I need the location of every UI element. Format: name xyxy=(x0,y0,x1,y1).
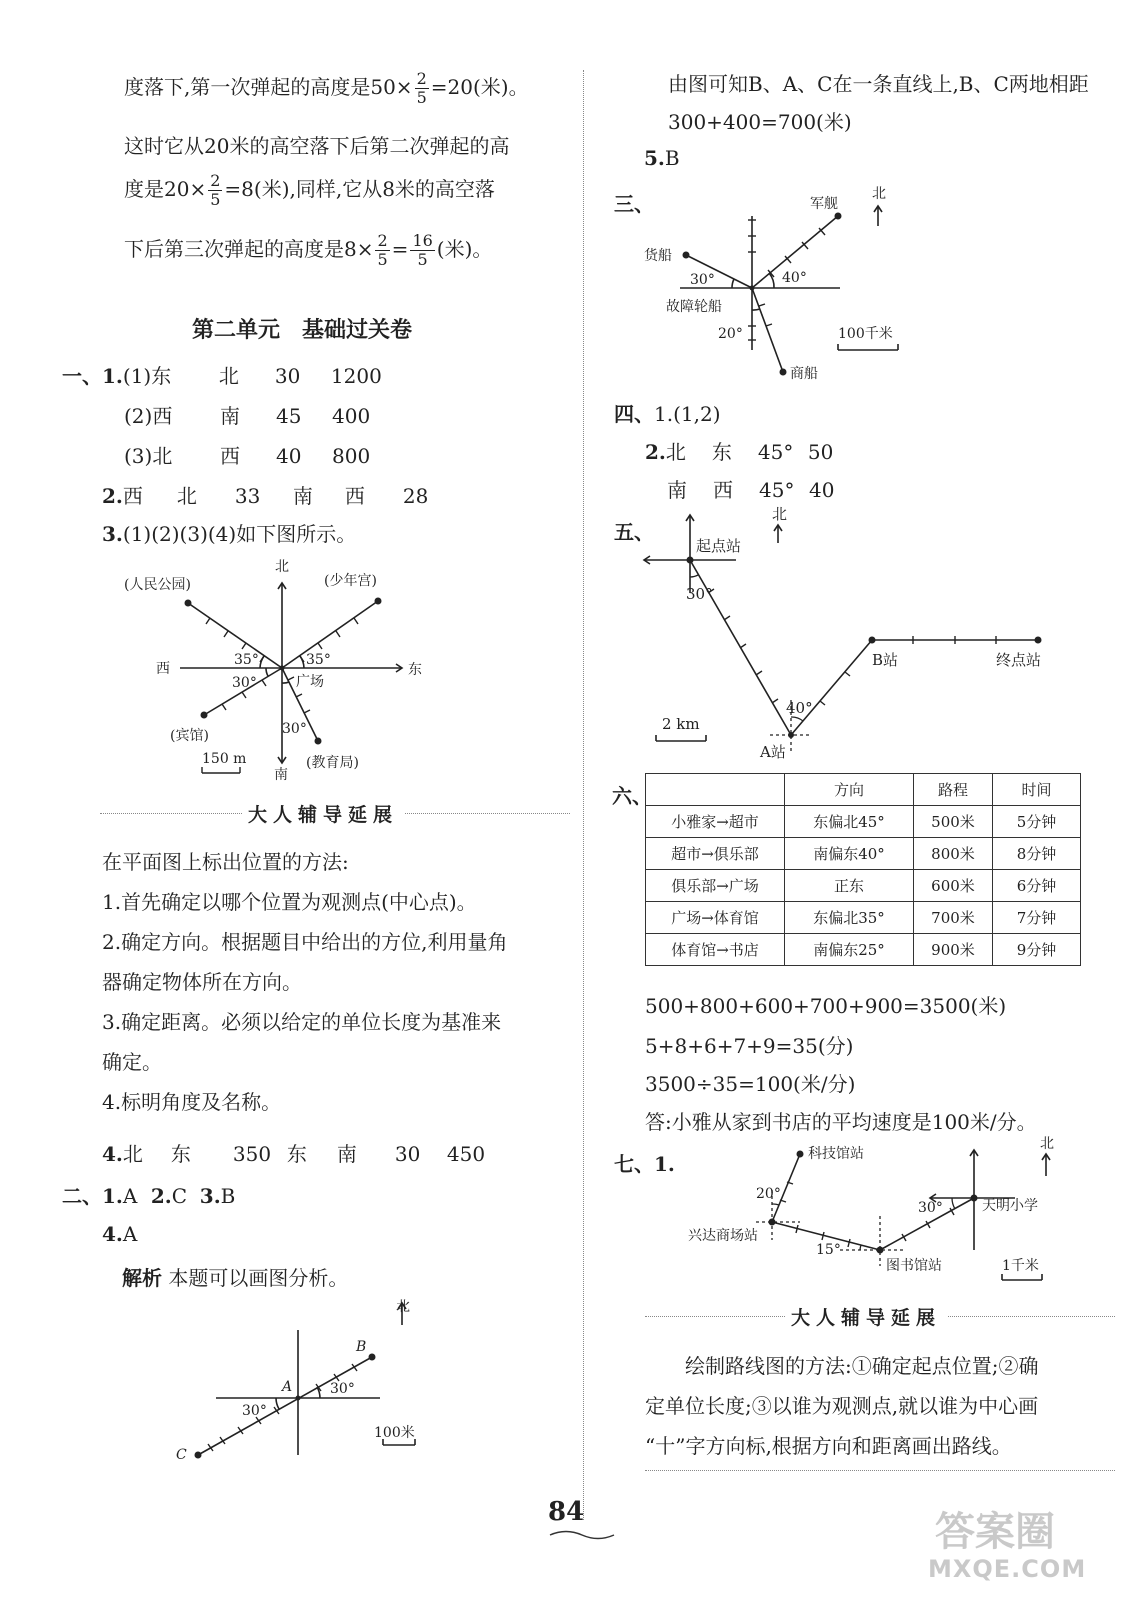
d5-start: 起点站 xyxy=(696,537,742,555)
d2-C: C xyxy=(176,1447,187,1463)
right-line1: 由图可知B、A、C在一条直线上,B、C两地相距 xyxy=(668,72,1089,96)
sec6-answer: 答:小雅从家到书店的平均速度是100米/分。 xyxy=(645,1110,1037,1134)
table-row: 广场→体育馆 东偏北35° 700米 7分钟 xyxy=(646,902,1081,934)
d3-angle2: 40° xyxy=(782,270,807,286)
d1-scale: 150 m xyxy=(202,751,247,767)
d7-angle2: 15° xyxy=(816,1242,841,1258)
d2-angle1: 30° xyxy=(330,1381,355,1397)
d2-angle2: 30° xyxy=(242,1403,267,1419)
watermark-site: MXQE.COM xyxy=(928,1555,1087,1583)
d7-library: 图书馆站 xyxy=(886,1258,942,1274)
diagram-plaza xyxy=(124,555,440,783)
d5-north: 北 xyxy=(772,505,788,523)
q1-row2: (2)西 南 45 400 xyxy=(124,404,371,428)
d7-angle1: 20° xyxy=(756,1186,781,1202)
diagram-bac xyxy=(170,1295,440,1480)
d1-edu: (教育局) xyxy=(306,755,359,771)
d5-a: A站 xyxy=(760,743,786,761)
watermark-logo: 答案圈 xyxy=(935,1509,1055,1555)
right-line2: 300+400=700(米) xyxy=(668,110,852,134)
d1-angle1: 35° xyxy=(234,652,259,668)
d5-angle2: 40° xyxy=(786,699,813,717)
d1-north: 北 xyxy=(275,559,289,575)
d3-angle3: 20° xyxy=(718,326,743,342)
d3-warship: 军舰 xyxy=(810,196,838,212)
page-number-ornament xyxy=(548,1528,618,1542)
table-row: 体育馆→书店 南偏东25° 900米 9分钟 xyxy=(646,934,1081,966)
sec4-line3: 南 西 45° 40 xyxy=(667,478,835,502)
d1-east: 东 xyxy=(408,662,422,678)
d5-end: 终点站 xyxy=(996,651,1042,669)
d5-scale: 2 km xyxy=(662,715,700,733)
sec2: 二、1.A 2.C 3.B xyxy=(62,1184,236,1208)
d1-park: (人民公园) xyxy=(124,577,191,593)
d1-angle3: 30° xyxy=(232,675,257,691)
para1-line2: 这时它从20米的高空落下后第二次弹起的高 xyxy=(124,134,510,158)
para1-line3: 度是20× $\frac{2}{5}$ =8(米),同样,它从8米的高空落 xyxy=(124,171,495,209)
analysis: 解析 本题可以画图分析。 xyxy=(122,1266,349,1290)
q1-row1: 一、1.(1)东 北 30 1200 xyxy=(62,364,382,388)
tutor1-header xyxy=(100,800,570,826)
sec6-calc3: 3500÷35=100(米/分) xyxy=(645,1072,856,1096)
d1-square: 广场 xyxy=(296,674,324,690)
para1-line1: 度落下,第一次弹起的高度是50× $\frac{2}{5}$ =20(米)。 xyxy=(124,69,529,107)
sec4-line1: 四、1.(1,2) xyxy=(614,402,721,426)
d3-scale: 100千米 xyxy=(838,326,893,342)
d7-tech: 科技馆站 xyxy=(808,1146,864,1162)
sec4-line2: 2.北 东 45° 50 xyxy=(645,440,834,464)
tutor1-title: 大人辅导延展 xyxy=(242,800,404,827)
table-row: 超市→俱乐部 南偏东40° 800米 8分钟 xyxy=(646,838,1081,870)
d7-scale: 1千米 xyxy=(1002,1258,1039,1274)
tutor2-header xyxy=(645,1303,1115,1329)
d2-B: B xyxy=(356,1339,367,1355)
diagram-route xyxy=(640,505,1080,765)
sec3-label: 三、 xyxy=(614,192,654,216)
d7-school: 天明小学 xyxy=(982,1198,1038,1214)
d3-north: 北 xyxy=(872,186,886,202)
column-divider xyxy=(583,70,584,1520)
table-header-row: 方向 路程 时间 xyxy=(646,774,1081,806)
tutor2-body: 绘制路线图的方法:①确定起点位置;②确 定单位长度;③以谁为观测点,就以谁为中心画 “十”字方向标,根据方向和距离画出路线。 xyxy=(645,1354,1039,1458)
q5: 5.B xyxy=(644,146,680,170)
d7-xingda: 兴达商场站 xyxy=(688,1228,758,1244)
d2-A: A xyxy=(282,1379,293,1395)
d1-hotel: (宾馆) xyxy=(170,728,209,744)
q4: 4.北 东 350 东 南 30 450 xyxy=(102,1142,486,1166)
sec2-q4: 4.A xyxy=(102,1222,138,1246)
sec7-label: 七、1. xyxy=(614,1152,675,1176)
page-number: 84 xyxy=(548,1497,585,1527)
tutor2-bottom-rule xyxy=(645,1470,1115,1471)
sec6-label: 六、 xyxy=(612,784,652,808)
d1-palace: (少年宫) xyxy=(324,573,377,589)
route-table xyxy=(645,773,1081,966)
d2-north: 北 xyxy=(396,1299,410,1315)
d1-south: 南 xyxy=(274,767,288,783)
d5-angle1: 30° xyxy=(686,585,713,603)
q1-row3: (3)北 西 40 800 xyxy=(124,444,371,468)
diagram-school-route xyxy=(688,1136,1070,1300)
d7-angle3: 30° xyxy=(918,1200,943,1216)
table-row: 俱乐部→广场 正东 600米 6分钟 xyxy=(646,870,1081,902)
d2-scale: 100米 xyxy=(374,1425,415,1441)
d5-b: B站 xyxy=(872,651,899,669)
d7-north: 北 xyxy=(1040,1136,1054,1152)
q2: 2.西 北 33 南 西 28 xyxy=(102,484,429,508)
d3-cargo: 货船 xyxy=(644,248,672,264)
d1-west: 西 xyxy=(156,661,170,677)
unit-title: 第二单元 基础过关卷 xyxy=(192,318,413,343)
d1-angle4: 30° xyxy=(282,721,307,737)
table-row: 小雅家→超市 东偏北45° 500米 5分钟 xyxy=(646,806,1081,838)
d3-broken: 故障轮船 xyxy=(666,299,722,315)
tutor2-title: 大人辅导延展 xyxy=(785,1303,947,1330)
sec6-calc1: 500+800+600+700+900=3500(米) xyxy=(645,994,1007,1018)
tutor1-body: 在平面图上标出位置的方法: 1.首先确定以哪个位置为观测点(中心点)。 2.确定方向。根据题目中给出的方位,利用量角 器确定物体所在方向。 3.确定距离。必须以给定的单位长度为基准来 确定。 4.标明角度及名称。 xyxy=(102,850,508,1114)
sec5-label: 五、 xyxy=(614,520,654,544)
diagram-ships xyxy=(640,180,940,385)
d3-angle1: 30° xyxy=(690,272,715,288)
d1-angle2: 35° xyxy=(306,652,331,668)
q3: 3.(1)(2)(3)(4)如下图所示。 xyxy=(102,522,357,546)
para1-line4: 下后第三次弹起的高度是8× $\frac{2}{5}$ = $\frac{16}{5}$ (米)。 xyxy=(124,231,493,269)
d3-merchant: 商船 xyxy=(790,366,818,382)
sec6-calc2: 5+8+6+7+9=35(分) xyxy=(645,1034,854,1058)
